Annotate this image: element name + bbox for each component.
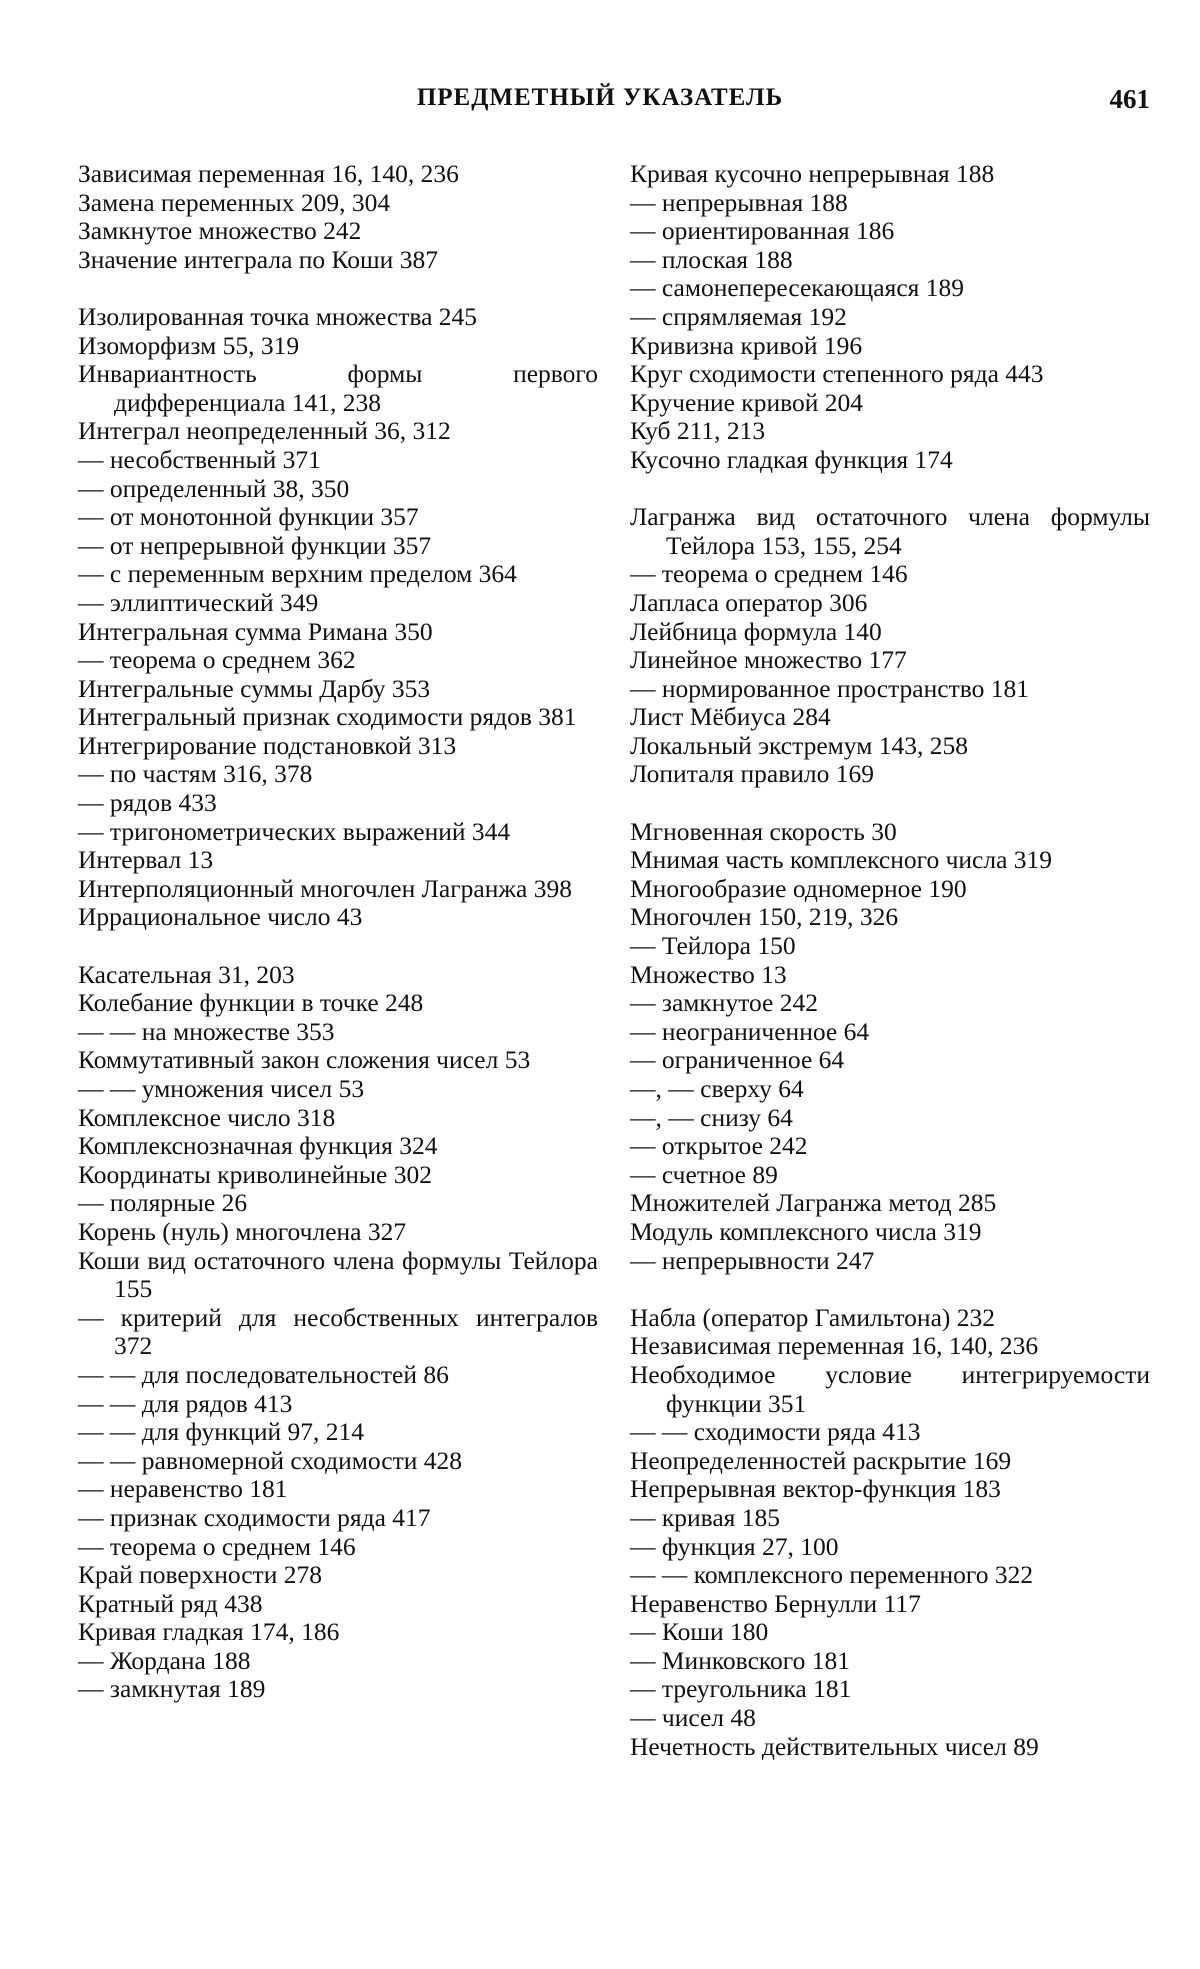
index-entry: Корень (нуль) многочлена 327: [78, 1216, 407, 1246]
index-entry: Интегрирование подстановкой 313: [78, 730, 457, 760]
index-entry: — от монотонной функции 357: [78, 502, 419, 532]
index-entry: — критерий для несобственных интегралов 372: [78, 1302, 598, 1361]
index-entry: — теорема о среднем 146: [630, 559, 908, 589]
index-entry: Неопределенностей раскрытие 169: [630, 1445, 1012, 1475]
index-entry: Локальный экстремум 143, 258: [630, 730, 968, 760]
index-entry: — определенный 38, 350: [78, 473, 350, 503]
index-entry: — полярные 26: [78, 1188, 248, 1218]
index-entry: Набла (оператор Гамильтона) 232: [630, 1302, 996, 1332]
index-entry: — — равномерной сходимости 428: [78, 1445, 463, 1475]
index-entry: — ограниченное 64: [630, 1045, 845, 1075]
index-entry: Кручение кривой 204: [630, 387, 863, 417]
section-gap: [630, 475, 1150, 504]
index-entry: Значение интеграла по Коши 387: [78, 244, 438, 274]
index-entry: Мгновенная скорость 30: [630, 816, 897, 846]
index-entry: — — для последовательностей 86: [78, 1359, 449, 1389]
section-gap: [78, 932, 598, 961]
index-entry: Интегральная сумма Римана 350: [78, 616, 433, 646]
index-entry: — спрямляемая 192: [630, 301, 847, 331]
index-entry: Изоморфизм 55, 319: [78, 330, 300, 360]
index-entry: Мнимая часть комплексного числа 319: [630, 845, 1053, 875]
index-entry: — Минковского 181: [630, 1645, 850, 1675]
index-entry: Круг сходимости степенного ряда 443: [630, 359, 1044, 389]
page-title: ПРЕДМЕТНЫЙ УКАЗАТЕЛЬ: [416, 84, 784, 111]
index-entry: Множителей Лагранжа метод 285: [630, 1188, 997, 1218]
index-entry: Непрерывная вектор-функция 183: [630, 1474, 1001, 1504]
index-entry: Линейное множество 177: [630, 645, 907, 675]
index-entry: Кривая гладкая 174, 186: [78, 1617, 340, 1647]
index-entry: Лейбница формула 140: [630, 616, 882, 646]
index-entry: Лапласа оператор 306: [630, 587, 868, 617]
index-entry: Коши вид остаточного члена формулы Тейлора 155: [78, 1245, 598, 1304]
index-entry: — с переменным верхним пределом 364: [78, 559, 517, 589]
index-entry: Кратный ряд 438: [78, 1588, 263, 1618]
index-entry: Интервал 13: [78, 845, 214, 875]
index-entry: — кривая 185: [630, 1502, 781, 1532]
index-entry: —, — снизу 64: [630, 1102, 793, 1132]
index-entry: — неравенство 181: [78, 1474, 288, 1504]
index-entry: — — сходимости ряда 413: [630, 1417, 921, 1447]
index-entry: Комплексное число 318: [78, 1102, 336, 1132]
index-entry: Модуль комплексного числа 319: [630, 1216, 982, 1246]
index-entry: — неограниченное 64: [630, 1016, 870, 1046]
index-entry: — нормированное пространство 181: [630, 673, 1029, 703]
index-entry: Лист Мёбиуса 284: [630, 702, 831, 732]
page-header: [0, 84, 1200, 124]
index-entry: — открытое 242: [630, 1131, 808, 1161]
index-entry: Колебание функции в точке 248: [78, 988, 424, 1018]
index-entry: — несобственный 371: [78, 444, 321, 474]
index-entry: Независимая переменная 16, 140, 236: [630, 1331, 1039, 1361]
index-entry: — теорема о среднем 362: [78, 645, 356, 675]
index-entry: — замкнутая 189: [78, 1674, 266, 1704]
index-entry: Зависимая переменная 16, 140, 236: [78, 159, 459, 188]
index-entry: — эллиптический 349: [78, 587, 319, 617]
index-entry: — теорема о среднем 146: [78, 1531, 356, 1561]
index-column-right: [630, 160, 1150, 1761]
index-entry: — рядов 433: [78, 788, 217, 818]
index-entry: — самонепересекающаяся 189: [630, 273, 965, 303]
index-entry: — Тейлора 150: [630, 931, 796, 961]
index-entry: — счетное 89: [630, 1159, 778, 1189]
index-entry: — чисел 48: [630, 1703, 756, 1733]
section-gap: [630, 789, 1150, 818]
index-entry: Нечетность действительных чисел 89: [630, 1731, 1039, 1761]
index-entry: — — умножения чисел 53: [78, 1074, 365, 1103]
index-entry: Край поверхности 278: [78, 1560, 322, 1590]
index-entry: Касательная 31, 203: [78, 959, 295, 989]
index-entry: Комплекснозначная функция 324: [78, 1131, 438, 1161]
index-entry: Многочлен 150, 219, 326: [630, 902, 899, 932]
index-entry: — Жордана 188: [78, 1645, 251, 1675]
index-entry: — непрерывности 247: [630, 1245, 875, 1275]
section-gap: [78, 274, 598, 303]
index-entry: Неравенство Бернулли 117: [630, 1588, 921, 1618]
index-entry: Кривизна кривой 196: [630, 330, 863, 360]
index-entry: Интеграл неопределенный 36, 312: [78, 416, 451, 446]
index-entry: Кусочно гладкая функция 174: [630, 444, 953, 474]
index-entry: — Коши 180: [630, 1617, 769, 1647]
index-entry: — непрерывная 188: [630, 187, 848, 217]
index-entry: — — для рядов 413: [78, 1388, 293, 1418]
index-entry: Лопиталя правило 169: [630, 759, 875, 789]
index-entry: Лагранжа вид остаточного члена формулы Тейлора 153, 155, 254: [630, 502, 1150, 560]
index-entry: — — для функций 97, 214: [78, 1417, 365, 1447]
index-entry: — от непрерывной функции 357: [78, 530, 432, 560]
index-entry: Интегральные суммы Дарбу 353: [78, 673, 431, 703]
index-entry: — ориентированная 186: [630, 216, 895, 246]
index-entry: Кривая кусочно непрерывная 188: [630, 159, 995, 188]
index-entry: Куб 211, 213: [630, 416, 766, 446]
index-entry: Координаты криволинейные 302: [78, 1159, 432, 1189]
index-entry: Замкнутое множество 242: [78, 216, 362, 246]
index-entry: — замкнутое 242: [630, 988, 819, 1018]
page-number: 461: [1109, 84, 1150, 114]
index-entry: Замена переменных 209, 304: [78, 187, 391, 217]
section-gap: [630, 1275, 1150, 1304]
index-entry: — функция 27, 100: [630, 1531, 839, 1561]
index-entry: — по частям 316, 378: [78, 759, 313, 789]
index-entry: Интерполяционный многочлен Лагранжа 398: [78, 873, 572, 903]
index-entry: — признак сходимости ряда 417: [78, 1502, 431, 1532]
index-entry: — тригонометрических выражений 344: [78, 816, 511, 846]
index-entry: — — комплексного переменного 322: [630, 1560, 1034, 1590]
index-entry: — треугольника 181: [630, 1674, 852, 1704]
index-entry: Иррациональное число 43: [78, 902, 363, 932]
index-entry: — плоская 188: [630, 244, 793, 274]
index-entry: Множество 13: [630, 959, 787, 989]
index-entry: — — на множестве 353: [78, 1016, 335, 1046]
index-entry: Интегральный признак сходимости рядов 381: [78, 702, 577, 732]
index-column-left: [78, 160, 598, 1704]
index-entry: Инвариантность формы первого дифференциала 141, 238: [78, 359, 598, 417]
index-entry: Коммутативный закон сложения чисел 53: [78, 1045, 531, 1075]
index-entry: Изолированная точка множества 245: [78, 301, 478, 331]
index-entry: Многообразие одномерное 190: [630, 873, 967, 903]
index-entry: —, — сверху 64: [630, 1074, 804, 1103]
index-entry: Необходимое условие интегрируемости функции 351: [630, 1359, 1150, 1418]
